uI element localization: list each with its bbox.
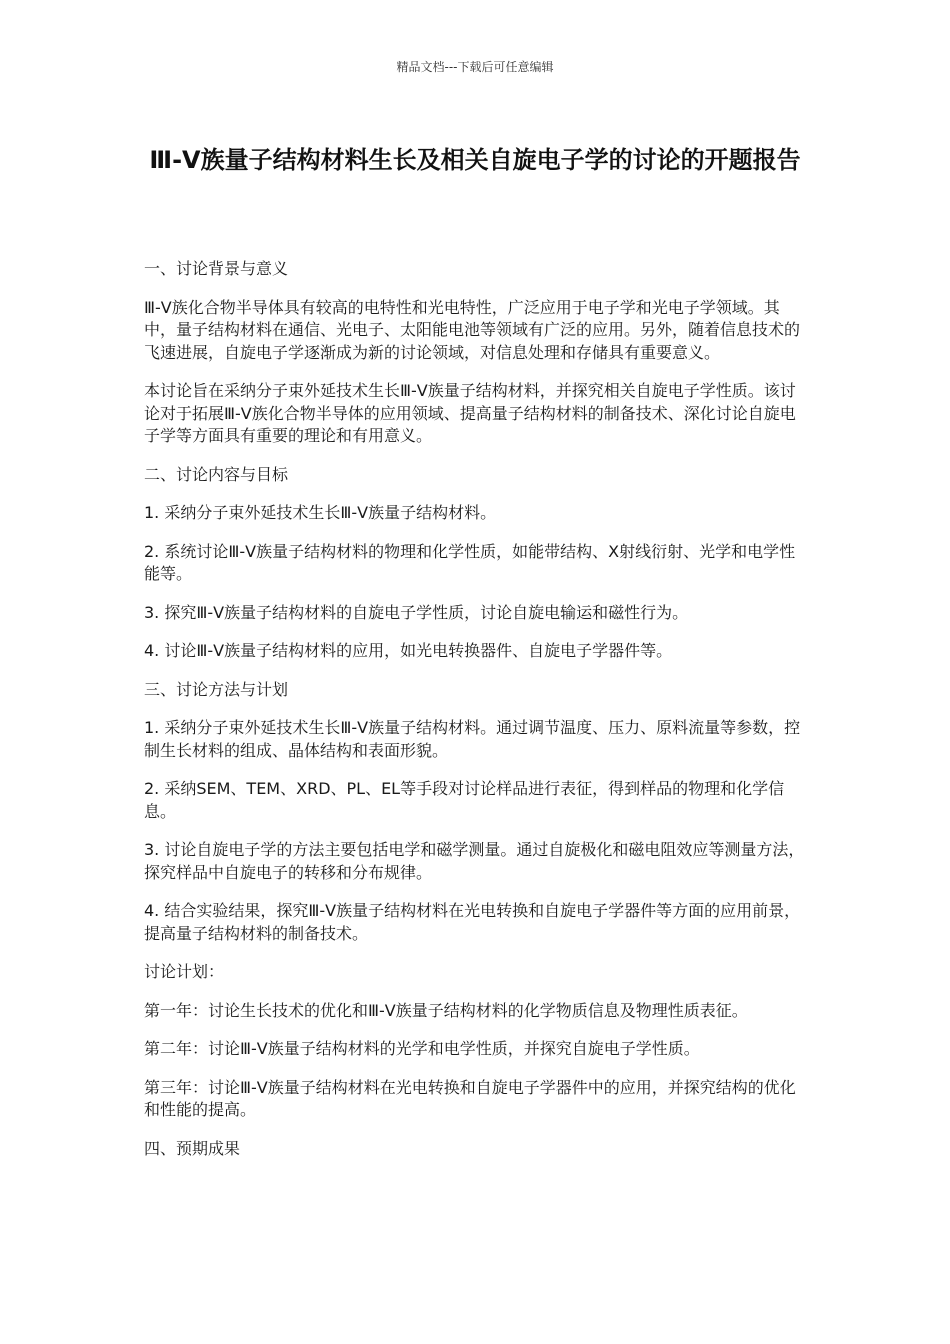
plan-item: 第一年：讨论生长技术的优化和Ⅲ-Ⅴ族量子结构材料的化学物质信息及物理性质表征。 [144,1000,748,1020]
body-paragraph: Ⅲ-Ⅴ族化合物半导体具有较高的电特性和光电特性，广泛应用于电子学和光电子学领域。其中，量子结构材料在通信、光电子、太阳能电池等领域有广泛的应用。另外，随着信息技术的飞速进展，自旋电子学逐渐成为新的讨论领域，对信息处理和存储具有重要意义。 [144,297,801,362]
section-heading: 二、讨论内容与目标 [144,464,289,484]
page-header-note: 精品文档---下载后可任意编辑 [396,60,554,74]
plan-item: 第三年：讨论Ⅲ-Ⅴ族量子结构材料在光电转换和自旋电子学器件中的应用，并探究结构的优化和性能的提高。 [144,1077,796,1119]
plan-item: 第二年：讨论Ⅲ-Ⅴ族量子结构材料的光学和电学性质，并探究自旋电子学性质。 [144,1039,700,1058]
list-item: 2. 系统讨论Ⅲ-Ⅴ族量子结构材料的物理和化学性质，如能带结构、X射线衍射、光学和电学性能等。 [144,541,796,583]
section-heading: 三、讨论方法与计划 [144,679,289,699]
list-item: 1. 采纳分子束外延技术生长Ⅲ-Ⅴ族量子结构材料。 [144,503,497,522]
subsection-label: 讨论计划： [144,962,225,981]
list-item: 4. 结合实验结果，探究Ⅲ-Ⅴ族量子结构材料在光电转换和自旋电子学器件等方面的应用前景，提高量子结构材料的制备技术。 [144,901,801,943]
list-item: 4. 讨论Ⅲ-Ⅴ族量子结构材料的应用，如光电转换器件、自旋电子学器件等。 [144,641,673,660]
list-item: 2. 采纳SEM、TEM、XRD、PL、EL等手段对讨论样品进行表征，得到样品的物理和化学信息。 [144,779,785,821]
section-heading: 四、预期成果 [144,1138,241,1158]
list-item: 1. 采纳分子束外延技术生长Ⅲ-Ⅴ族量子结构材料。通过调节温度、压力、原料流量等参数，控制生长材料的组成、晶体结构和表面形貌。 [144,718,801,760]
list-item: 3. 讨论自旋电子学的方法主要包括电学和磁学测量。通过自旋极化和磁电阻效应等测量方法，探究样品中自旋电子的转移和分布规律。 [144,840,805,882]
list-item: 3. 探究Ⅲ-Ⅴ族量子结构材料的自旋电子学性质，讨论自旋电输运和磁性行为。 [144,602,689,622]
document-body [144,258,808,1176]
document-title: Ⅲ-Ⅴ族量子结构材料生长及相关自旋电子学的讨论的开题报告 [149,146,801,174]
body-paragraph: 本讨论旨在采纳分子束外延技术生长Ⅲ-Ⅴ族量子结构材料，并探究相关自旋电子学性质。该讨论对于拓展Ⅲ-Ⅴ族化合物半导体的应用领域、提高量子结构材料的制备技术、深化讨论自旋电子学等方面具有重要的理论和有用意义。 [144,381,796,445]
section-heading: 一、讨论背景与意义 [144,259,289,278]
